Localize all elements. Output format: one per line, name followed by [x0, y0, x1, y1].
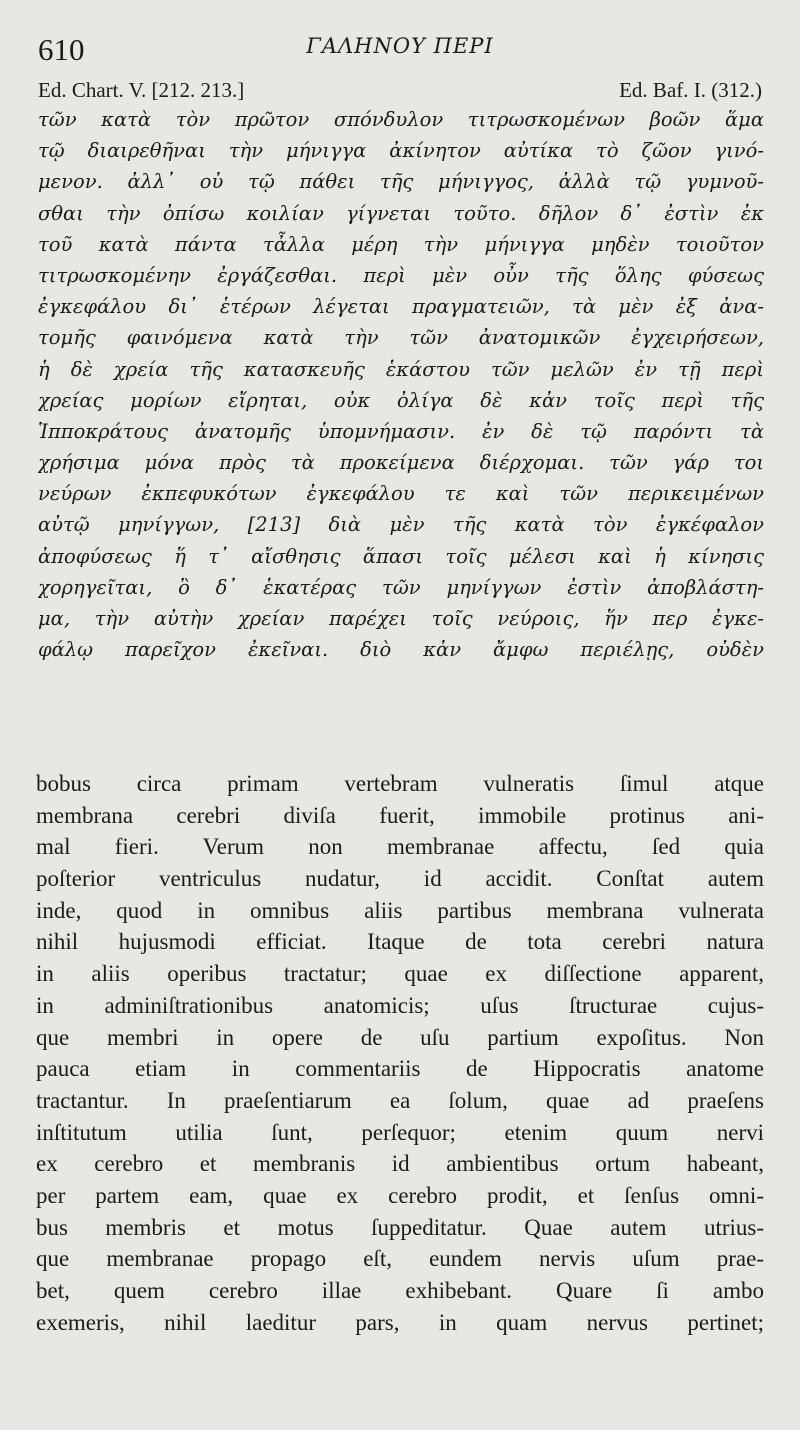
- latin-line: tractantur. In praeſentiarum ea ſolum, quae ad praeſens: [36, 1087, 764, 1113]
- greek-line: τομῆς φαινόμενα κατὰ τὴν τῶν ἀνατομικῶν ἐγχειρήσεων,: [38, 326, 764, 350]
- latin-line: ex cerebro et membranis id ambientibus ortum habeant,: [36, 1151, 764, 1177]
- greek-text-block: [38, 104, 764, 665]
- latin-line: nihil hujusmodi efficiat. Itaque de tota cerebri natura: [36, 929, 764, 955]
- greek-line: ἀποφύσεως ἥ τ᾽ αἴσθησις ἅπασι τοῖς μέλεσι καὶ ἡ κίνησις: [38, 544, 764, 568]
- greek-line: Ἱπποκράτους ἀνατομῆς ὑπομνήμασιν. ἐν δὲ τῷ παρόντι τὰ: [38, 419, 764, 443]
- latin-text-block: [36, 768, 764, 1338]
- latin-line: in adminiſtrationibus anatomicis; uſus ſtructurae cujus-: [36, 992, 764, 1018]
- latin-line: inde, quod in omnibus aliis partibus membrana vulnerata: [36, 897, 764, 923]
- page-number: 610: [38, 32, 85, 67]
- latin-line: poſterior ventriculus nudatur, id accidit. Conſtat autem: [36, 866, 764, 892]
- greek-line: αὐτῷ μηνίγγων, [213] διὰ μὲν τῆς κατὰ τὸν ἐγκέφαλον: [38, 513, 764, 537]
- greek-line: μενον. ἀλλ᾽ οὐ τῷ πάθει τῆς μήνιγγος, ἀλλὰ τῷ γυμνοῦ-: [38, 170, 764, 194]
- latin-line: mal fieri. Verum non membranae affectu, ſed quia: [36, 834, 764, 860]
- greek-line: τῶν κατὰ τὸν πρῶτον σπόνδυλον τιτρωσκομένων βοῶν ἅμα: [38, 108, 764, 131]
- greek-line: ἡ δὲ χρεία τῆς κατασκευῆς ἑκάστου τῶν μελῶν ἐν τῇ περὶ: [38, 357, 764, 381]
- edition-chartier-ref: Ed. Chart. V. [212. 213.]: [38, 78, 245, 102]
- greek-line: νεύρων ἐκπεφυκότων ἐγκεφάλου τε καὶ τῶν περικειμένων: [38, 482, 764, 506]
- greek-line: τιτρωσκομένην ἐργάζεσθαι. περὶ μὲν οὖν τῆς ὅλης φύσεως: [38, 263, 764, 287]
- greek-line: τοῦ κατὰ πάντα τἆλλα μέρη τὴν μήνιγγα μηδὲν τοιοῦτον: [38, 232, 764, 256]
- latin-line: membrana cerebri diviſa fuerit, immobile protinus ani-: [36, 802, 764, 828]
- running-title: ΓΑΛΗΝΟΥ ΠΕΡΙ: [306, 34, 494, 58]
- greek-line: μα, τὴν αὐτὴν χρείαν παρέχει τοῖς νεύροις, ἥν περ ἐγκε-: [38, 607, 764, 630]
- greek-line: χορηγεῖται, ὃ δ᾽ ἑκατέρας τῶν μηνίγγων ἐστὶν ἀποβλάστη-: [38, 575, 764, 599]
- page-header: [36, 28, 764, 68]
- greek-line: χρήσιμα μόνα πρὸς τὰ προκείμενα διέρχομαι. τῶν γάρ τοι: [38, 451, 764, 475]
- latin-line: que membranae propago eſt, eundem nervis uſum prae-: [36, 1246, 764, 1272]
- latin-line: bus membris et motus ſuppeditatur. Quae autem utrius-: [36, 1214, 764, 1240]
- edition-references: [38, 78, 762, 106]
- greek-line: χρείας μορίων εἴρηται, οὐκ ὀλίγα δὲ κἀν τοῖς περὶ τῆς: [38, 388, 764, 412]
- greek-line: ἐγκεφάλου δι᾽ ἑτέρων λέγεται πραγματειῶν, τὰ μὲν ἐξ ἀνα-: [38, 295, 764, 319]
- latin-line: in aliis operibus tractatur; quae ex diſſectione apparent,: [36, 961, 764, 987]
- latin-line: inſtitutum utilia ſunt, perſequor; etenim quum nervi: [36, 1119, 764, 1145]
- latin-line: pauca etiam in commentariis de Hippocratis anatome: [36, 1056, 764, 1082]
- greek-line: σθαι τὴν ὀπίσω κοιλίαν γίγνεται τοῦτο. δῆλον δ᾽ ἐστὶν ἐκ: [38, 201, 764, 225]
- edition-basel-ref: Ed. Baf. I. (312.): [619, 78, 762, 102]
- greek-line: τῷ διαιρεθῆναι τὴν μήνιγγα ἀκίνητον αὐτίκα τὸ ζῶον γινό-: [38, 139, 764, 163]
- latin-line: exemeris, nihil laeditur pars, in quam nervus pertinet;: [36, 1309, 764, 1335]
- latin-line: per partem eam, quae ex cerebro prodit, et ſenſus omni-: [36, 1182, 764, 1208]
- latin-line: bet, quem cerebro illae exhibebant. Quare ſi ambo: [36, 1278, 764, 1303]
- greek-line: φάλῳ παρεῖχον ἐκεῖναι. διὸ κἀν ἄμφω περιέλῃς, οὐδὲν: [38, 638, 764, 662]
- latin-line: que membri in opere de uſu partium expoſitus. Non: [36, 1024, 764, 1050]
- latin-line: bobus circa primam vertebram vulneratis ſimul atque: [36, 771, 764, 796]
